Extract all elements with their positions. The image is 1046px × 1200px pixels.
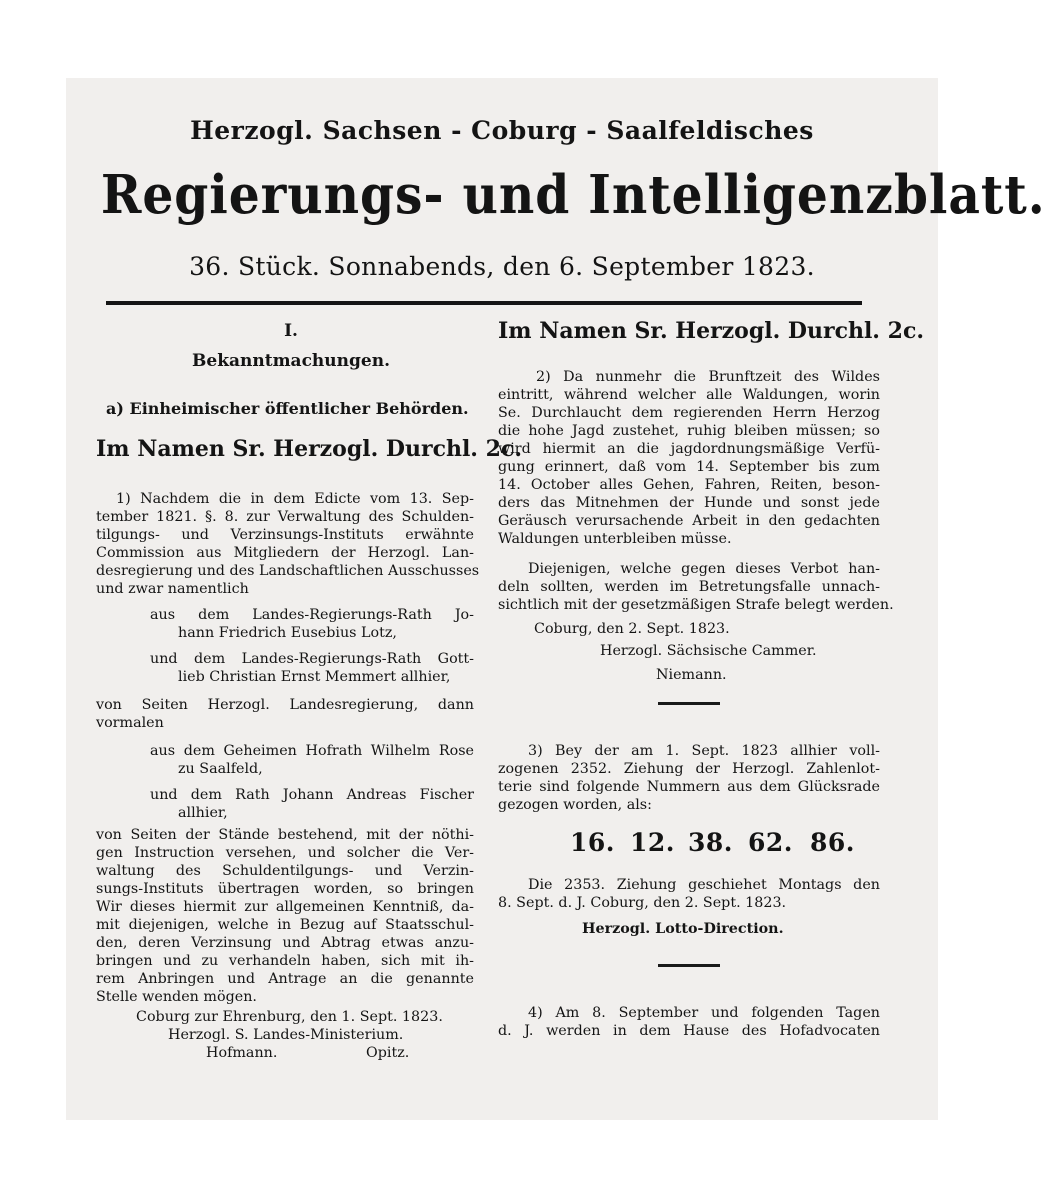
text-line: terie sind folgende Nummern aus dem Glücksrade: [498, 779, 880, 795]
text-line: Commission aus Mitgliedern der Herzogl. Lan-: [96, 545, 474, 561]
place-date: Coburg, den 2. Sept. 1823.: [534, 621, 730, 637]
text-line: eintritt, während welcher alle Waldungen, worin: [498, 387, 880, 403]
text-line: Se. Durchlaucht dem regierenden Herrn Herzog: [498, 405, 880, 421]
section-number: I.: [284, 321, 298, 341]
text-line: vormalen: [96, 715, 164, 731]
signature-opitz: Opitz.: [366, 1045, 410, 1061]
lottery-number: 38.: [688, 828, 733, 857]
text-line: Stelle wenden mögen.: [96, 989, 257, 1005]
text-line: gen Instruction versehen, und solcher die Ver-: [96, 845, 474, 861]
text-line: gung erinnert, daß vom 14. September bis zum: [498, 459, 880, 475]
masthead-title: Regierungs- und Intelligenzblatt.: [100, 164, 1046, 226]
text-line: waltung des Schuldentilgungs- und Verzin-: [96, 863, 474, 879]
text-line: Diejenigen, welche gegen dieses Verbot han-: [528, 561, 880, 577]
text-line: Waldungen unterbleiben müsse.: [498, 531, 732, 547]
member-line: aus dem Landes-Regierungs-Rath Jo-: [150, 607, 474, 623]
text-line: sungs-Instituts übertragen worden, so bringen: [96, 881, 474, 897]
text-line: den, deren Verzinsung und Abtrag etwas anzu-: [96, 935, 474, 951]
text-line: zogenen 2352. Ziehung der Herzogl. Zahlenlot-: [498, 761, 880, 777]
publisher-line: Herzogl. Sachsen - Coburg - Saalfeldisches: [190, 116, 814, 145]
text-line: von Seiten der Stände bestehend, mit der nöthi-: [96, 827, 474, 843]
signature-hofmann: Hofmann.: [206, 1045, 278, 1061]
text-line: d. J. werden in dem Hause des Hofadvocaten: [498, 1023, 880, 1039]
right-heading: Im Namen Sr. Herzogl. Durchl. 2c.: [498, 318, 924, 344]
member-line: lieb Christian Ernst Memmert allhier,: [178, 669, 451, 685]
member-line: hann Friedrich Eusebius Lotz,: [178, 625, 397, 641]
text-line: 8. Sept. d. J. Coburg, den 2. Sept. 1823.: [498, 895, 787, 911]
text-line: von Seiten Herzogl. Landesregierung, dann: [96, 697, 474, 713]
text-line: 2) Da nunmehr die Brunftzeit des Wildes: [536, 369, 880, 385]
issue-line: 36. Stück. Sonnabends, den 6. September 1823.: [189, 252, 815, 281]
text-line: tilgungs- und Verzinsungs-Instituts erwähnte: [96, 527, 474, 543]
text-line: mit diejenigen, welche in Bezug auf Staatsschul-: [96, 917, 474, 933]
signature-niemann: Niemann.: [656, 667, 727, 683]
header-rule: [106, 301, 862, 305]
office-line: Herzogl. Lotto-Direction.: [582, 921, 784, 937]
text-line: 3) Bey der am 1. Sept. 1823 allhier voll-: [528, 743, 880, 759]
text-line: 1) Nachdem die in dem Edicte vom 13. Sep-: [116, 491, 474, 507]
office-line: Herzogl. Sächsische Cammer.: [600, 643, 817, 659]
text-line: deln sollten, werden im Betretungsfalle unnach-: [498, 579, 880, 595]
text-line: sichtlich mit der gesetzmäßigen Strafe belegt werden.: [498, 597, 894, 613]
text-line: 4) Am 8. September und folgenden Tagen: [528, 1005, 880, 1021]
lottery-number: 86.: [810, 828, 855, 857]
left-heading: Im Namen Sr. Herzogl. Durchl. 2c.: [96, 436, 522, 462]
member-line: allhier,: [178, 805, 228, 821]
member-line: aus dem Geheimen Hofrath Wilhelm Rose: [150, 743, 474, 759]
subsection-title: a) Einheimischer öffentlicher Behörden.: [106, 399, 469, 418]
member-line: zu Saalfeld,: [178, 761, 263, 777]
place-date: Coburg zur Ehrenburg, den 1. Sept. 1823.: [136, 1009, 443, 1025]
text-line: Wir dieses hiermit zur allgemeinen Kenntniß, da-: [96, 899, 474, 915]
member-line: und dem Landes-Regierungs-Rath Gott-: [150, 651, 474, 667]
text-line: rem Anbringen und Antrage an die genannte: [96, 971, 474, 987]
text-line: die hohe Jagd zustehet, ruhig bleiben müssen; so: [498, 423, 880, 439]
separator: [658, 964, 720, 967]
separator: [658, 702, 720, 705]
text-line: ders das Mitnehmen der Hunde und sonst jede: [498, 495, 880, 511]
newspaper-page: [66, 78, 1046, 1120]
lottery-number: 62.: [748, 828, 793, 857]
section-title: Bekanntmachungen.: [192, 351, 390, 371]
text-line: Die 2353. Ziehung geschiehet Montags den: [528, 877, 880, 893]
text-line: tember 1821. §. 8. zur Verwaltung des Schulden-: [96, 509, 474, 525]
text-line: und zwar namentlich: [96, 581, 249, 597]
text-line: wird hiermit an die jagdordnungsmäßige Verfü-: [498, 441, 880, 457]
text-line: Geräusch verursachende Arbeit in den gedachten: [498, 513, 880, 529]
lottery-number: 16.: [570, 828, 615, 857]
ministry-line: Herzogl. S. Landes-Ministerium.: [168, 1027, 404, 1043]
text-line: bringen und zu verhandeln haben, sich mit ih-: [96, 953, 474, 969]
member-line: und dem Rath Johann Andreas Fischer: [150, 787, 474, 803]
text-line: desregierung und des Landschaftlichen Ausschusses: [96, 563, 480, 579]
lottery-number: 12.: [630, 828, 675, 857]
text-line: 14. October alles Gehen, Fahren, Reiten, beson-: [498, 477, 880, 493]
text-line: gezogen worden, als:: [498, 797, 652, 813]
